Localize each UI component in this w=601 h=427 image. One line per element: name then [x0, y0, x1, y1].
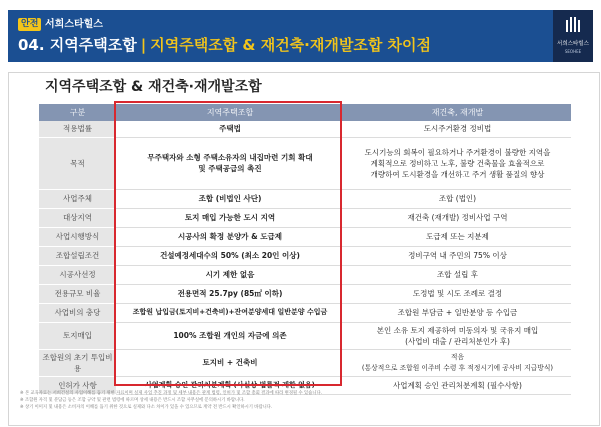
local-housing-cell [116, 189, 344, 208]
row-category: 목적 [39, 137, 116, 189]
cell-line: (사업비 대출 / 관리처분인가 후) [405, 336, 510, 346]
row-category: 조합원의 초기 투입비용 [39, 349, 116, 376]
local-housing-cell [116, 265, 344, 284]
cell-line: 건설예정세대수의 50% (최소 20인 이상) [160, 251, 300, 260]
page-subtitle: 지역주택조합 & 재건축·재개발조합 차이점 [150, 36, 432, 54]
logo-subtext: SEOHEE [564, 49, 582, 54]
cell-line: 조합 설립 후 [437, 270, 478, 279]
footnote-line: ※ 본 교육자료는 서희건설의 사업이해를 돕기 위한 자료이며 실제 사업 추진 과정 및 세부 내용은 관계 법령, 인허가 및 조합 총회 결과에 따라 변경될 수 있습니다. [20, 391, 322, 396]
row-category: 토지매입 [39, 322, 116, 349]
cell-line: 조합원 부담금 + 일반분양 등 수입금 [397, 308, 518, 317]
comparison-table [39, 104, 571, 395]
header-category: 구분 [39, 104, 116, 121]
reconstruction-cell [344, 137, 571, 189]
row-category: 사업주체 [39, 189, 116, 208]
reconstruction-cell [344, 208, 571, 227]
cell-line: 사업계획 승인 관리처분계획 (필수사항) [393, 380, 522, 390]
row-category: 전용규모 비율 [39, 284, 116, 303]
cell-line: 사업계획 승인 관리처분계획 (사실상 법률적 제한 없음) [145, 380, 315, 389]
cell-line: 토지 매입 가능한 도시 지역 [184, 213, 276, 222]
local-housing-cell [116, 284, 344, 303]
row-category: 사업비의 충당 [39, 303, 116, 322]
logo-name: 서희스타힐스 [557, 41, 589, 47]
table-row [39, 303, 571, 322]
cell-line: 조합 (법인) [438, 194, 477, 203]
page-header [0, 0, 601, 72]
reconstruction-cell [344, 322, 571, 349]
comparison-table-wrapper [39, 104, 571, 395]
cell-line: 본인 소유 토지 제공하여 미동의자 및 국유지 매입 [376, 325, 539, 335]
cell-line: 토지비 + 건축비 [202, 358, 258, 367]
cell-line: 정비구역 내 주민의 75% 이상 [408, 251, 507, 260]
row-category: 사업시행방식 [39, 227, 116, 246]
local-housing-cell [116, 246, 344, 265]
cell-line: 전용면적 25.7py (85㎡ 이하) [177, 289, 283, 298]
table-row [39, 137, 571, 189]
row-category: 시공사선정 [39, 265, 116, 284]
reconstruction-cell [344, 349, 571, 376]
reconstruction-cell [344, 265, 571, 284]
local-housing-cell [116, 349, 344, 376]
row-category: 인허가 사항 [39, 376, 116, 394]
local-housing-cell [116, 208, 344, 227]
cell-line: 조합원 납입금(토지비+건축비)+잔여분양세대 일반분양 수입금 [132, 308, 328, 316]
brand-name: 서희스타힐스 [45, 19, 103, 30]
cell-line: 100% 조합원 개인의 자금에 의존 [173, 331, 287, 340]
company-logo [553, 10, 593, 62]
cell-line: 도시기능의 회복이 필요하거나 주거환경이 불량한 지역을 [364, 147, 551, 157]
footnotes [20, 390, 585, 411]
table-row [39, 246, 571, 265]
reconstruction-cell [344, 246, 571, 265]
cell-line: 시공사의 확정 분양가 & 도급제 [178, 232, 282, 241]
cell-line: 및 주택공급의 촉진 [198, 164, 262, 173]
table-row [39, 284, 571, 303]
table-header-row [39, 104, 571, 121]
table-row [39, 208, 571, 227]
section-title: 지역주택조합 & 재건축·재개발조합 [45, 79, 262, 95]
local-housing-cell [116, 303, 344, 322]
cell-line: 계획적으로 정비하고 노후, 불량 건축물을 효율적으로 [370, 158, 545, 168]
brand-badge: 안전 [18, 18, 41, 31]
cell-line: 재건축 (재개발) 정비사업 구역 [407, 213, 508, 222]
cell-line: 주택법 [219, 124, 241, 134]
table-row [39, 322, 571, 349]
footnote-line: ※ 조합원 자격 및 분담금 등은 조합 규약 및 관련 법령에 따르며 상세 내용은 반드시 조합 사무실에 문의하시기 바랍니다. [20, 398, 245, 403]
table-row [39, 265, 571, 284]
logo-mark-icon [565, 16, 581, 34]
cell-line: 적음 [450, 352, 465, 361]
local-housing-cell [116, 137, 344, 189]
table-row [39, 121, 571, 137]
reconstruction-cell [344, 303, 571, 322]
table-row [39, 227, 571, 246]
title-separator: | [140, 36, 147, 54]
table-row [39, 189, 571, 208]
cell-line: 조합 (비법인 사단) [198, 194, 262, 203]
header-local-housing: 지역주택조합 [116, 104, 344, 121]
reconstruction-cell [344, 227, 571, 246]
reconstruction-cell [344, 189, 571, 208]
header-reconstruction: 재건축, 재개발 [344, 104, 571, 121]
cell-line: 무주택자와 소형 주택소유자의 내집마련 기회 확대 [147, 153, 313, 162]
local-housing-cell [116, 121, 344, 137]
cell-line: (통상적으로 조합원 이주비 수령 후 적정시기에 공사비 지급방식) [361, 363, 554, 372]
cell-line: 도정법 및 시도 조례로 결정 [412, 289, 503, 298]
page-title [18, 35, 431, 55]
cell-line: 개량하여 도시환경을 개선하고 주거 생활 품질의 향상 [370, 169, 545, 179]
table-row [39, 349, 571, 376]
page-title-number: 04. 지역주택조합 [18, 36, 137, 54]
footnote-line: ※ 상기 이미지 및 내용은 소비자의 이해를 돕기 위한 것으로 실제와 다소 차이가 있을 수 있으므로 계약 전 반드시 확인하시기 바랍니다. [20, 405, 273, 410]
reconstruction-cell [344, 284, 571, 303]
local-housing-cell [116, 322, 344, 349]
reconstruction-cell [344, 121, 571, 137]
row-category: 조합설립조건 [39, 246, 116, 265]
cell-line: 도시주거환경 정비법 [423, 124, 492, 134]
row-category: 대상지역 [39, 208, 116, 227]
cell-line: 도급제 또는 지분제 [426, 232, 489, 241]
row-category: 적용법률 [39, 121, 116, 137]
local-housing-cell [116, 227, 344, 246]
cell-line: 시기 제한 없음 [205, 270, 255, 279]
